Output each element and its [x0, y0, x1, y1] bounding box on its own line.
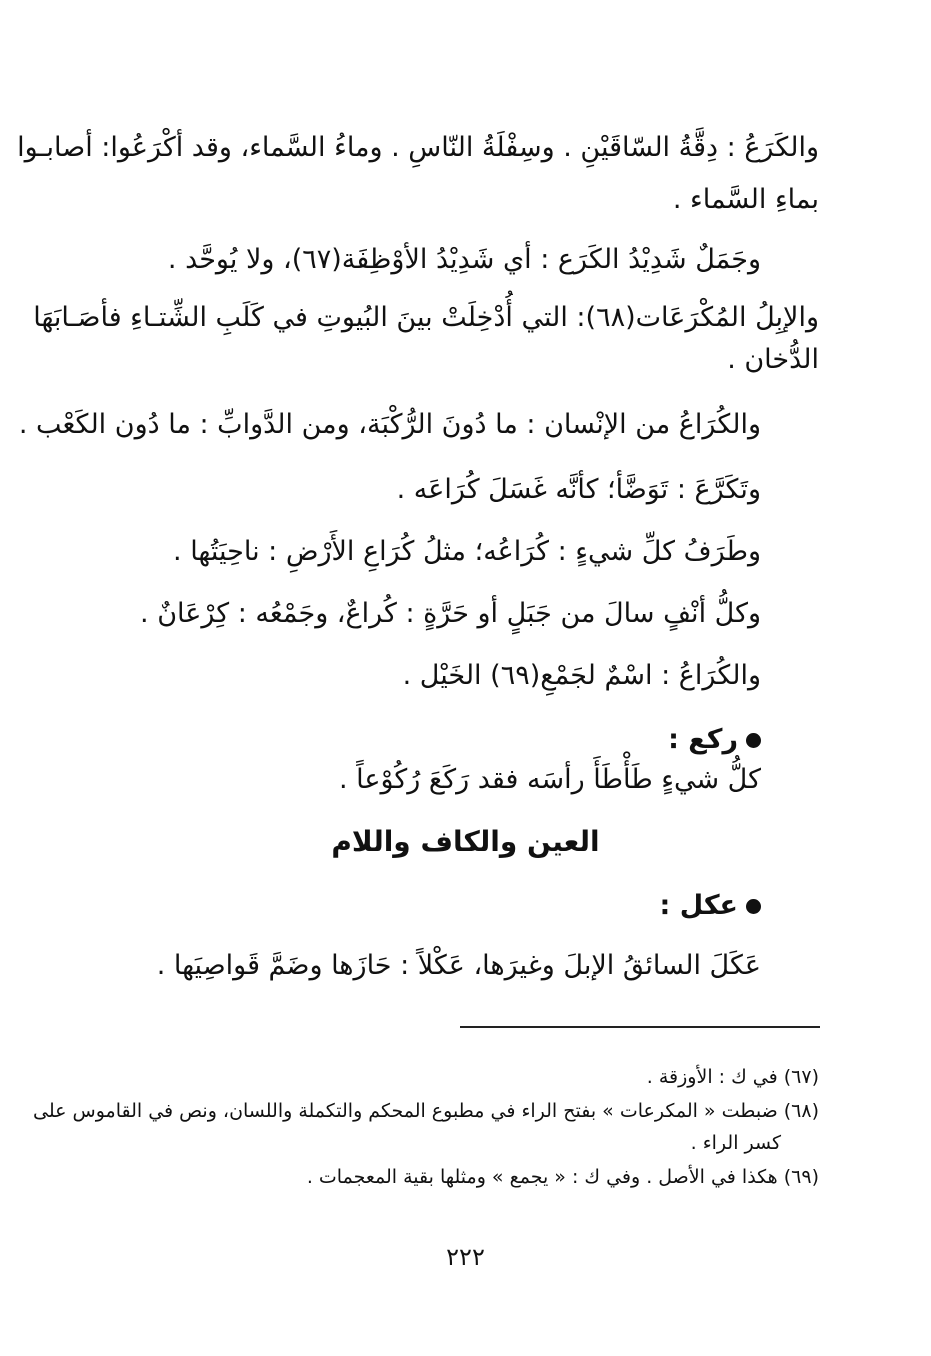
footnote-68-continued: كسر الراء .	[690, 1132, 781, 1154]
body-line-3: وجَمَلٌ شَدِيْدُ الكَرَع : أي شَدِيْدُ الأوْظِفَة(٦٧)، ولا يُوحَّد .	[167, 244, 761, 275]
body-line-10: والكُرَاعُ : اسْمٌ لجَمْعِ(٦٩) الخَيْل .	[402, 660, 761, 691]
entry-akl-line: عَكَلَ السائقُ الإبلَ وغيرَها، عَكْلاً : حَازَها وضَمَّ قَواصِيَها .	[156, 950, 761, 981]
bullet-icon	[746, 733, 761, 748]
body-line-7: وتَكَرَّعَ : تَوَضَّأ؛ كأنَّه غَسَلَ كُرَاعَه .	[396, 474, 761, 505]
body-line-4: والإبِلُ المُكْرَعَات(٦٨): التي أُدْخِلَتْ بينَ البُيوتِ في كَلَبِ الشِّتـاءِ فأصَـابَهَا	[33, 302, 819, 333]
body-line-1: والكَرَعُ : دِقَّةُ السّاقَيْنِ . وسِفْلَةُ النّاسِ . وماءُ السَّماء، وقد أكْرَعُوا: أصابـوا	[17, 132, 819, 163]
body-line-5: الدُّخان .	[727, 344, 819, 375]
body-line-8: وطَرَفُ كلِّ شيءٍ : كُرَاعُه؛ مثلُ كُرَاعِ الأَرْضِ : ناحِيَتُها .	[173, 536, 761, 567]
body-line-2: بماءِ السَّماء .	[672, 184, 819, 215]
bullet-icon	[746, 899, 761, 914]
section-heading: العين والكاف واللام	[331, 825, 600, 858]
footnote-69: (٦٩) هكذا في الأصل . وفي ك : « يجمع » ومثلها بقية المعجمات .	[306, 1166, 819, 1188]
entry-head-rak-label: ركع :	[668, 724, 738, 755]
footnote-divider	[460, 1026, 820, 1028]
body-line-9: وكلُّ أنْفٍ سالَ من جَبَلٍ أو حَرَّةٍ : كُراعٌ، وجَمْعُه : كِرْعَانٌ .	[140, 598, 761, 629]
footnote-67: (٦٧) في ك : الأوزقة .	[646, 1066, 819, 1088]
page-number: ٢٢٢	[446, 1243, 485, 1271]
entry-rak-line: كلُّ شيءٍ طَأْطَأَ رأسَه فقد رَكَعَ رُكُوْعاً .	[338, 764, 761, 795]
entry-head-rak	[668, 720, 761, 760]
entry-head-akl	[660, 886, 761, 926]
entry-head-akl-label: عكل :	[659, 890, 738, 921]
footnote-68: (٦٨) ضبطت « المكرعات » بفتح الراء في مطبوع المحكم والتكملة واللسان، ونص في القاموس على	[33, 1100, 819, 1122]
body-line-6: والكُرَاعُ من الإنْسان : ما دُونَ الرُّكْبَة، ومن الدَّوابِّ : ما دُون الكَعْب .	[18, 409, 761, 440]
